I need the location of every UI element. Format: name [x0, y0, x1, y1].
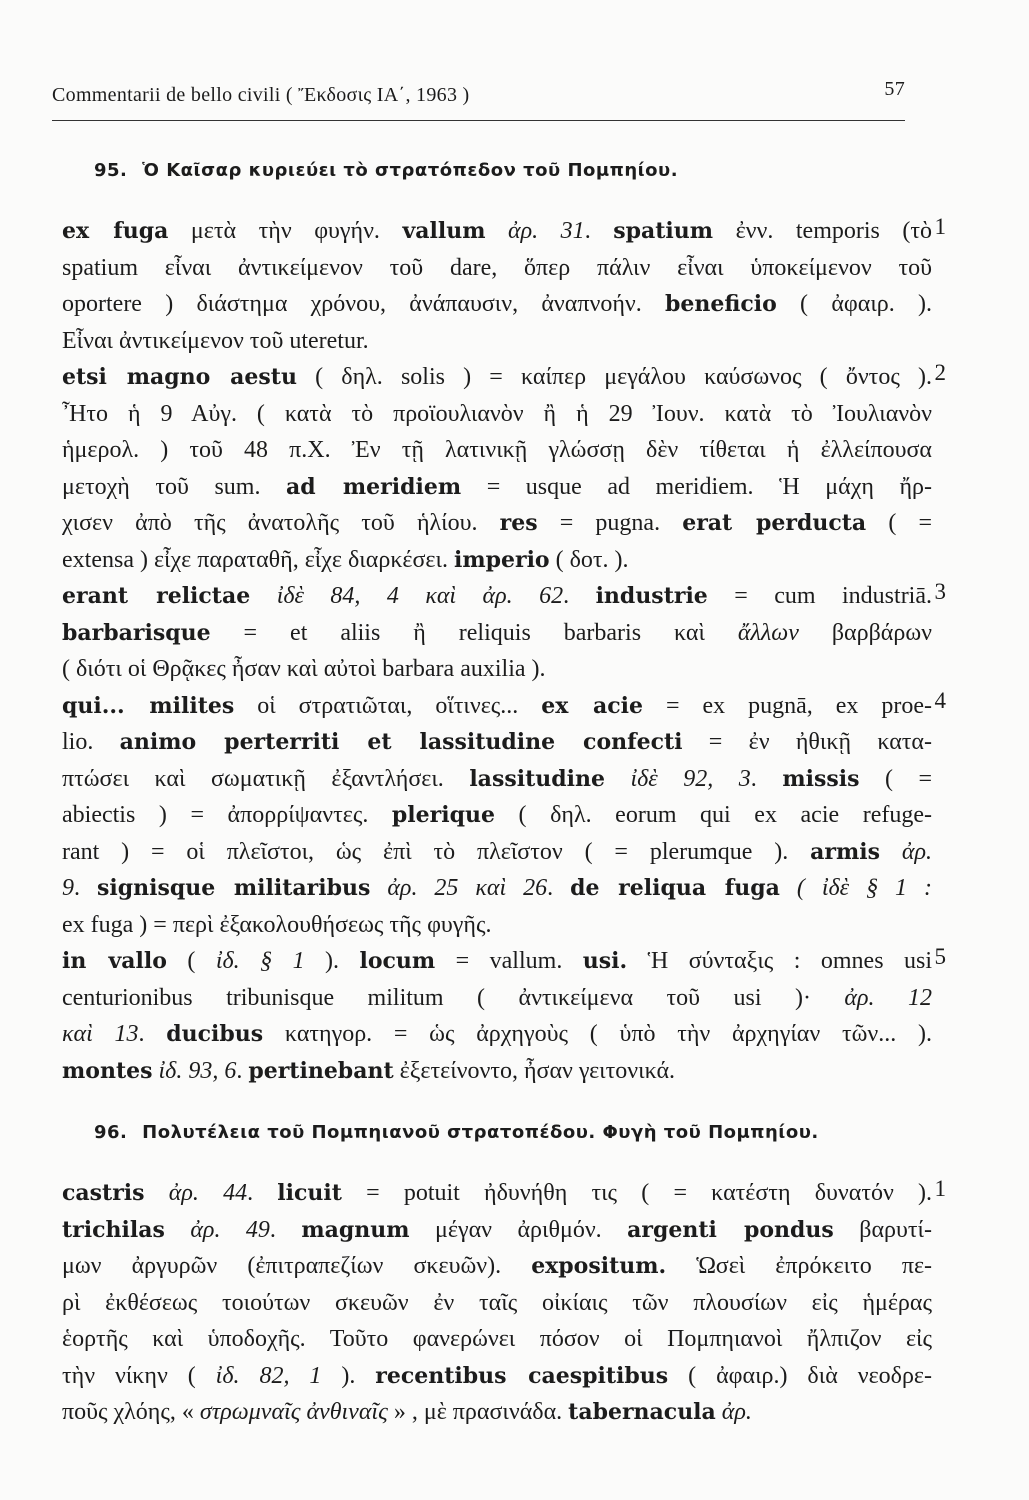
text-line: χισεν ἀπὸ τῆς ἀνατολῆς τοῦ ἡλίου. res = pugna. erat perducta ( = — [62, 510, 932, 536]
text-line: in vallo ( ἰδ. § 1 ). locum = vallum. usi. Ἡ σύνταξις : omnes usi — [62, 948, 932, 974]
running-head — [52, 78, 905, 107]
section-96-number: 96. — [94, 1122, 128, 1143]
text-line: 9. signisque militaribus ἀρ. 25 καὶ 26. de reliqua fuga ( ἰδὲ § 1 : — [62, 875, 933, 901]
line-marker-96-1: 1 — [934, 1176, 946, 1201]
line-marker-5: 5 — [934, 944, 946, 969]
text-line: barbarisque = et aliis ἢ reliquis barbaris καὶ ἄλλων βαρβάρων — [62, 619, 932, 646]
text-line: καὶ 13. ducibus κατηγορ. = ὡς ἀρχηγοὺς ( ὑπὸ τὴν ἀρχηγίαν τῶν... ). — [62, 1021, 932, 1047]
text-line: Εἶναι ἀντικείμενον τοῦ uteretur. — [62, 327, 369, 354]
text-line: ἡμερολ. ) τοῦ 48 π.Χ. Ἐν τῇ λατινικῇ γλώσσῃ δὲν τίθεται ἡ ἐλλείπουσα — [62, 437, 932, 463]
section-95-number: 95. — [94, 160, 128, 181]
text-line: montes ἰδ. 93, 6. pertinebant ἐξετείνοντο, ἦσαν γειτονικά. — [62, 1057, 676, 1084]
text-line: qui... milites οἱ στρατιῶται, οἵτινες... ex acie = ex pugnā, ex proe- — [62, 692, 932, 719]
text-line: Ἦτο ἡ 9 Αὐγ. ( κατὰ τὸ προϊουλιανὸν ἢ ἡ 29 Ἰουν. κατὰ τὸ Ἰουλιανὸν — [62, 400, 932, 427]
text-line: rant ) = οἱ πλεῖστοι, ὡς ἐπὶ τὸ πλεῖστον ( = plerumque ). armis ἀρ. — [62, 838, 932, 865]
line-marker-1: 1 — [934, 214, 946, 239]
text-line: abiectis ) = ἀπορρίψαντες. plerique ( δηλ. eorum qui ex acie refuge- — [62, 802, 933, 828]
section-95-heading — [94, 160, 678, 181]
text-line: spatium εἶναι ἀντικείμενον τοῦ dare, ὅπερ πάλιν εἶναι ὑποκείμενον τοῦ — [62, 254, 932, 281]
text-line: erant relictae ἰδὲ 84, 4 καὶ ἀρ. 62. industrie = cum industriā. — [62, 583, 933, 609]
text-line: ex fuga ) = περὶ ἐξακολουθήσεως τῆς φυγῆς. — [62, 911, 492, 938]
text-line: ἑορτῆς καὶ ὑποδοχῆς. Τοῦτο φανερώνει πόσον οἱ Πομπηιανοὶ ἤλπιζον εἰς — [62, 1326, 932, 1352]
text-line: μων ἀργυρῶν (ἐπιτραπεζίων σκευῶν). expositum. Ὡσεὶ ἐπρόκειτο πε- — [62, 1253, 933, 1279]
text-line: τὴν νίκην ( ἰδ. 82, 1 ). recentibus caespitibus ( ἀφαιρ.) διὰ νεοδρε- — [62, 1362, 932, 1389]
section-95-body — [62, 214, 946, 1090]
section-96-body — [62, 1176, 946, 1432]
text-line: castris ἀρ. 44. licuit = potuit ἠδυνήθη τις ( = κατέστη δυνατόν ). — [62, 1180, 933, 1206]
header-rule — [52, 120, 905, 121]
text-line: centurionibus tribunisque militum ( ἀντικείμενα τοῦ usi )· ἀρ. 12 — [62, 984, 932, 1011]
line-marker-2: 2 — [934, 360, 946, 385]
text-line: extensa ) εἶχε παραταθῆ, εἶχε διαρκέσει. imperio ( δοτ. ). — [62, 546, 629, 573]
text-line: oportere ) διάστημα χρόνου, ἀνάπαυσιν, ἀναπνοήν. beneficio ( ἀφαιρ. ). — [62, 291, 933, 317]
text-line: lio. animo perterriti et lassitudine confecti = ἐν ἠθικῇ κατα- — [62, 729, 933, 755]
section-96-title: Πολυτέλεια τοῦ Πομπηιανοῦ στρατοπέδου. Φυγὴ τοῦ Πομπηίου. — [142, 1122, 819, 1143]
page-number: 57 — [884, 78, 905, 100]
text-line: ποῦς χλόης, « στρωμναῖς ἀνθιναῖς » , μὲ πρασινάδα. tabernacula ἀρ. — [62, 1399, 752, 1425]
text-line: etsi magno aestu ( δηλ. solis ) = καίπερ μεγάλου καύσωνος ( ὄντος ). — [62, 364, 932, 390]
line-marker-3: 3 — [934, 579, 946, 604]
text-line: πτώσει καὶ σωματικῇ ἐξαντλήσει. lassitudine ἰδὲ 92, 3. missis ( = — [62, 765, 933, 792]
section-95-title: Ὁ Καῖσαρ κυριεύει τὸ στρατόπεδον τοῦ Πομπηίου. — [142, 160, 679, 181]
running-head-title: Commentarii de bello civili ( Ἔκδοσις ΙΑ΄, 1963 ) — [52, 84, 470, 106]
section-96-heading — [94, 1122, 819, 1143]
text-line: ( διότι οἱ Θρᾷκες ἦσαν καὶ αὐτοὶ barbara auxilia ). — [62, 656, 546, 682]
text-line: ρὶ ἐκθέσεως τοιούτων σκευῶν ἐν ταῖς οἰκίαις τῶν πλουσίων εἰς ἡμέρας — [62, 1289, 932, 1316]
text-line: trichilas ἀρ. 49. magnum μέγαν ἀριθμόν. argenti pondus βαρυτί- — [62, 1216, 933, 1243]
line-marker-4: 4 — [934, 688, 946, 713]
text-line: μετοχὴ τοῦ sum. ad meridiem = usque ad meridiem. Ἡ μάχη ἤρ- — [62, 473, 932, 500]
text-line: ex fuga μετὰ τὴν φυγήν. vallum ἀρ. 31. spatium ἐνν. temporis (τὸ — [62, 218, 933, 244]
